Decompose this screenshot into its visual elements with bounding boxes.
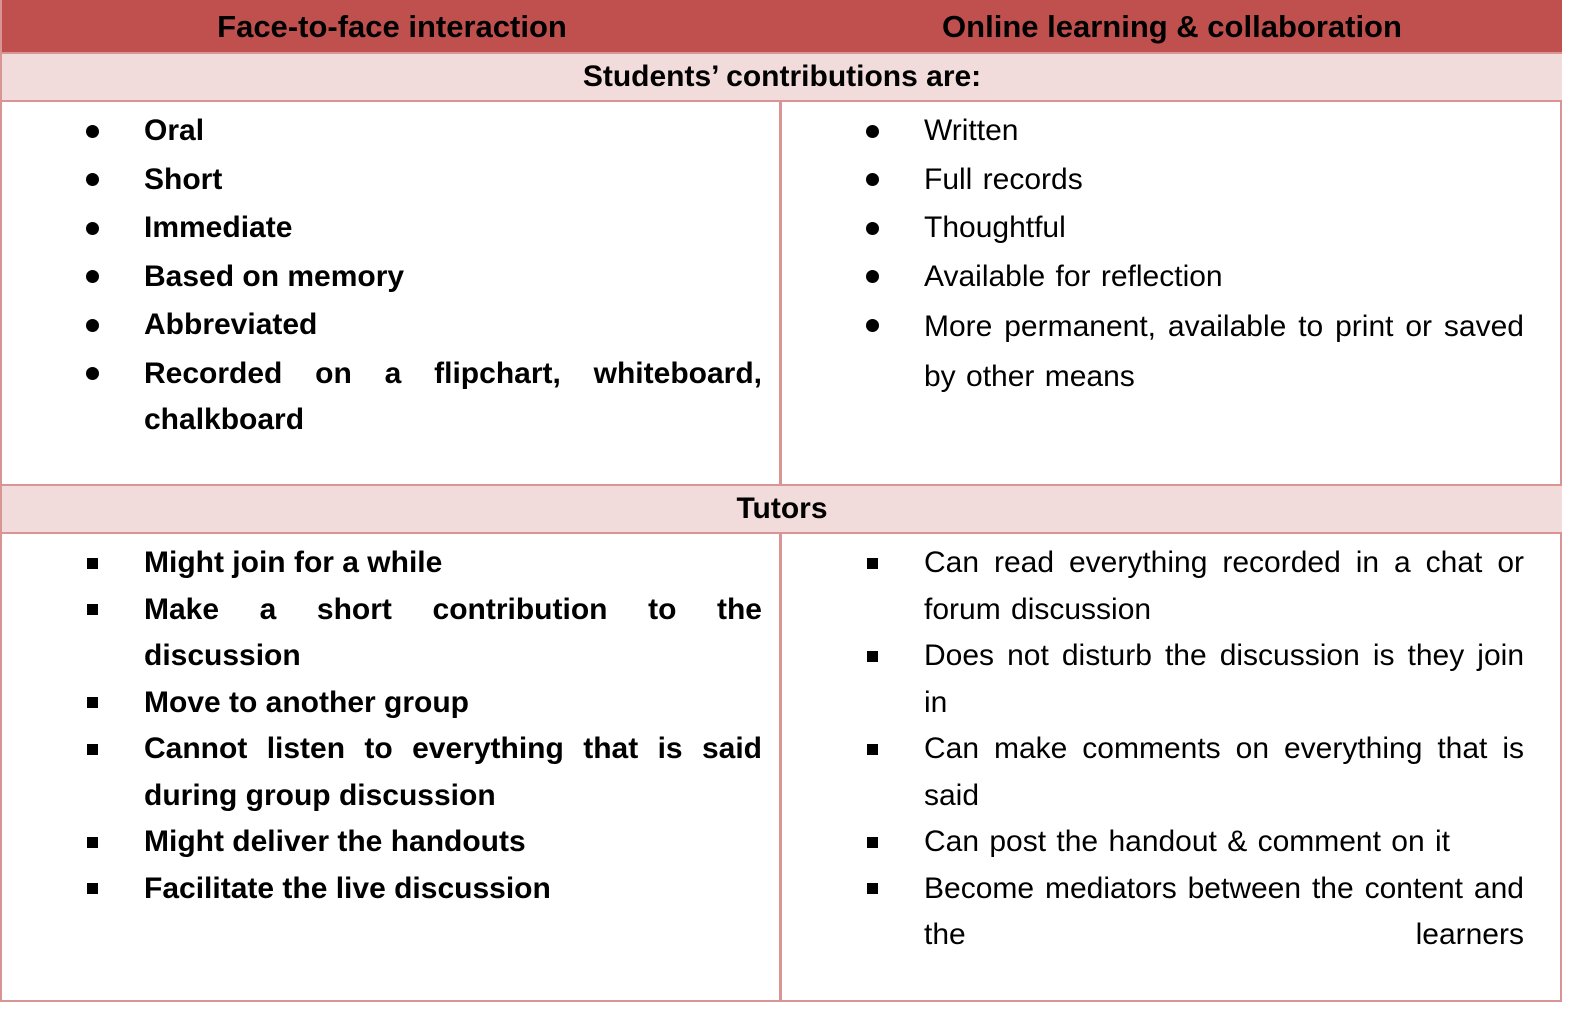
list-item: Become mediators between the content and the learners xyxy=(862,866,1524,959)
list-item: Recorded on a flipchart, whiteboard, chalkboard xyxy=(82,351,762,444)
square-icon xyxy=(862,726,882,772)
list-item: Might join for a while xyxy=(82,540,762,587)
students-online-cell xyxy=(782,100,1562,484)
square-icon xyxy=(82,726,102,772)
list-item: Does not disturb the discussion is they join in xyxy=(862,633,1524,726)
students-face-to-face-cell xyxy=(2,100,782,484)
list-item: More permanent, available to print or saved by other means xyxy=(862,302,1524,402)
students-face-to-face-list xyxy=(82,108,762,446)
dot-icon xyxy=(862,157,882,203)
list-item: Abbreviated xyxy=(82,302,762,349)
list-item: Immediate xyxy=(82,205,762,252)
section-title-tutors: Tutors xyxy=(2,484,1562,534)
students-online-list xyxy=(862,108,1524,404)
dot-icon xyxy=(82,302,102,348)
dot-icon xyxy=(862,108,882,154)
list-item: Cannot listen to everything that is said during group discussion xyxy=(82,726,762,819)
square-icon xyxy=(82,587,102,633)
list-item: Oral xyxy=(82,108,762,155)
square-icon xyxy=(82,819,102,865)
section-body-tutors xyxy=(2,532,1562,1002)
list-item: Short xyxy=(82,157,762,204)
dot-icon xyxy=(862,254,882,300)
square-icon xyxy=(862,540,882,586)
list-item: Make a short contribution to the discussion xyxy=(82,587,762,680)
list-item: Can make comments on everything that is said xyxy=(862,726,1524,819)
list-item: Thoughtful xyxy=(862,205,1524,252)
list-item: Full records xyxy=(862,157,1524,204)
list-item: Move to another group xyxy=(82,680,762,727)
dot-icon xyxy=(862,205,882,251)
list-item: Might deliver the handouts xyxy=(82,819,762,866)
list-item: Written xyxy=(862,108,1524,155)
header-online-learning: Online learning & collaboration xyxy=(942,9,1402,44)
square-icon xyxy=(862,819,882,865)
square-icon xyxy=(862,866,882,912)
tutors-face-to-face-list xyxy=(82,540,762,912)
square-icon xyxy=(82,866,102,912)
list-item: Can post the handout & comment on it xyxy=(862,819,1524,866)
tutors-online-cell xyxy=(782,532,1562,1002)
list-item: Available for reflection xyxy=(862,254,1524,301)
dot-icon xyxy=(82,205,102,251)
dot-icon xyxy=(82,351,102,397)
dot-icon xyxy=(82,254,102,300)
dot-icon xyxy=(82,108,102,154)
section-title-students: Students’ contributions are: xyxy=(2,52,1562,102)
list-item: Based on memory xyxy=(82,254,762,301)
square-icon xyxy=(82,680,102,726)
header-face-to-face: Face-to-face interaction xyxy=(217,9,567,44)
dot-icon xyxy=(862,302,882,348)
square-icon xyxy=(82,540,102,586)
section-body-students xyxy=(2,100,1562,484)
tutors-online-list xyxy=(862,540,1524,959)
list-item: Can read everything recorded in a chat or forum discussion xyxy=(862,540,1524,633)
tutors-face-to-face-cell xyxy=(2,532,782,1002)
table-header-row xyxy=(2,0,1562,52)
dot-icon xyxy=(82,157,102,203)
list-item: Facilitate the live discussion xyxy=(82,866,762,913)
square-icon xyxy=(862,633,882,679)
